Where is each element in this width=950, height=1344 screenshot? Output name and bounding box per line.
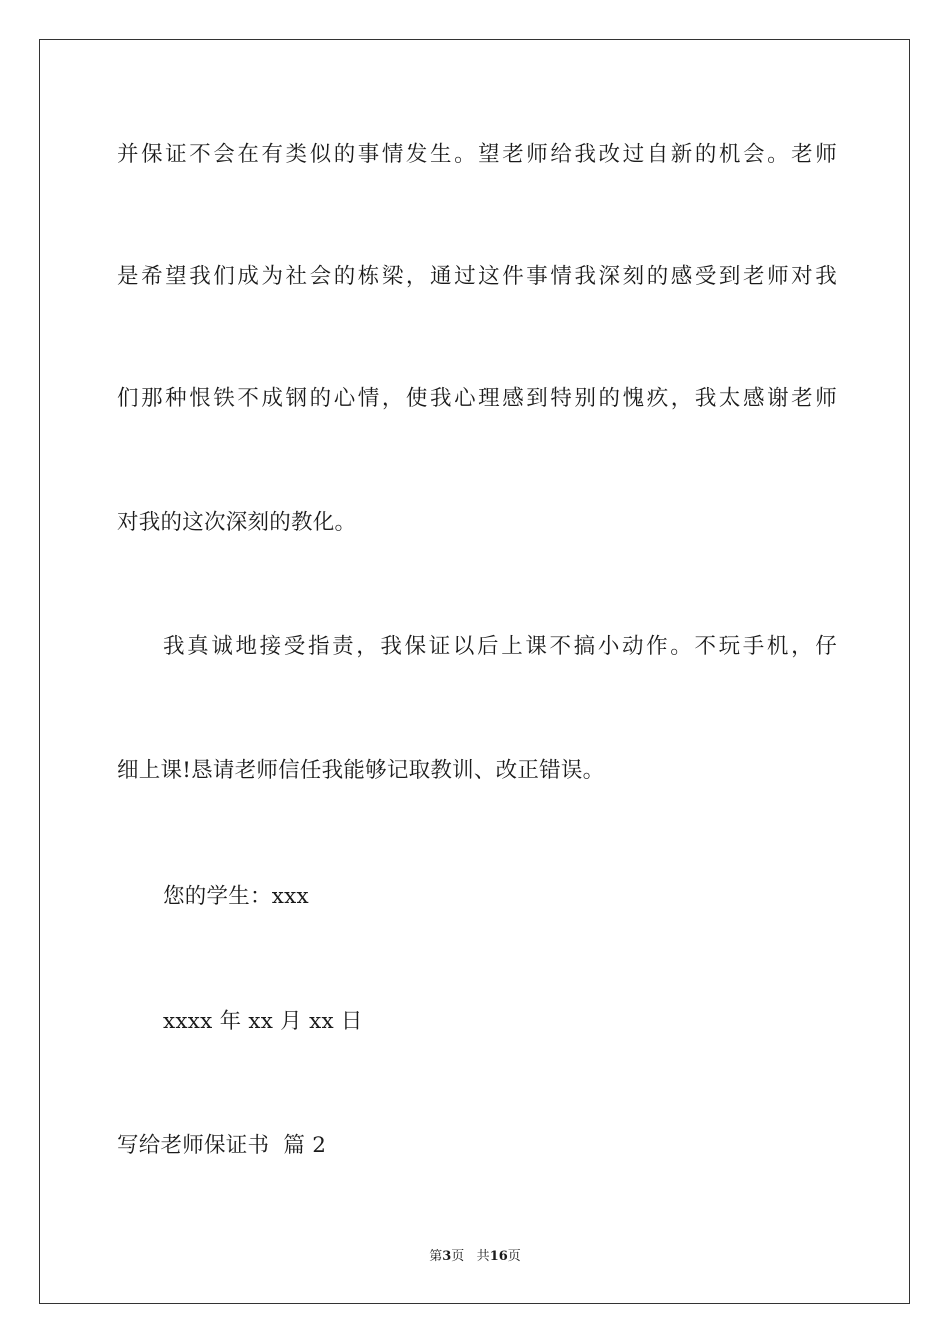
page-number-current: 3: [442, 1249, 452, 1264]
body-line-5: 我真诚地接受指责，我保证以后上课不搞小动作。不玩手机，仔: [163, 634, 837, 659]
total-prefix: 共: [476, 1249, 490, 1264]
page-prefix: 第: [429, 1249, 443, 1264]
body-line-3: 们那种恨铁不成钢的心情，使我心理感到特别的愧疚，我太感谢老师: [117, 386, 837, 411]
body-line-6: 细上课!恳请老师信任我能够记取教训、改正错误。: [117, 758, 605, 783]
body-line-2: 是希望我们成为社会的栋梁，通过这件事情我深刻的感受到老师对我: [117, 264, 837, 289]
page-border: [39, 39, 910, 1304]
page-footer: [0, 1248, 950, 1266]
signature-date: xxxx 年 xx 月 xx 日: [163, 1009, 363, 1034]
page-number-total: 16: [489, 1249, 508, 1264]
body-line-4: 对我的这次深刻的教化。: [117, 510, 357, 535]
section-heading: 写给老师保证书 篇 2: [117, 1133, 327, 1158]
body-line-1: 并保证不会在有类似的事情发生。望老师给我改过自新的机会。老师: [117, 142, 837, 167]
total-suffix: 页: [507, 1249, 521, 1264]
signature-student: 您的学生：xxx: [163, 884, 309, 909]
page-suffix: 页: [451, 1249, 465, 1264]
